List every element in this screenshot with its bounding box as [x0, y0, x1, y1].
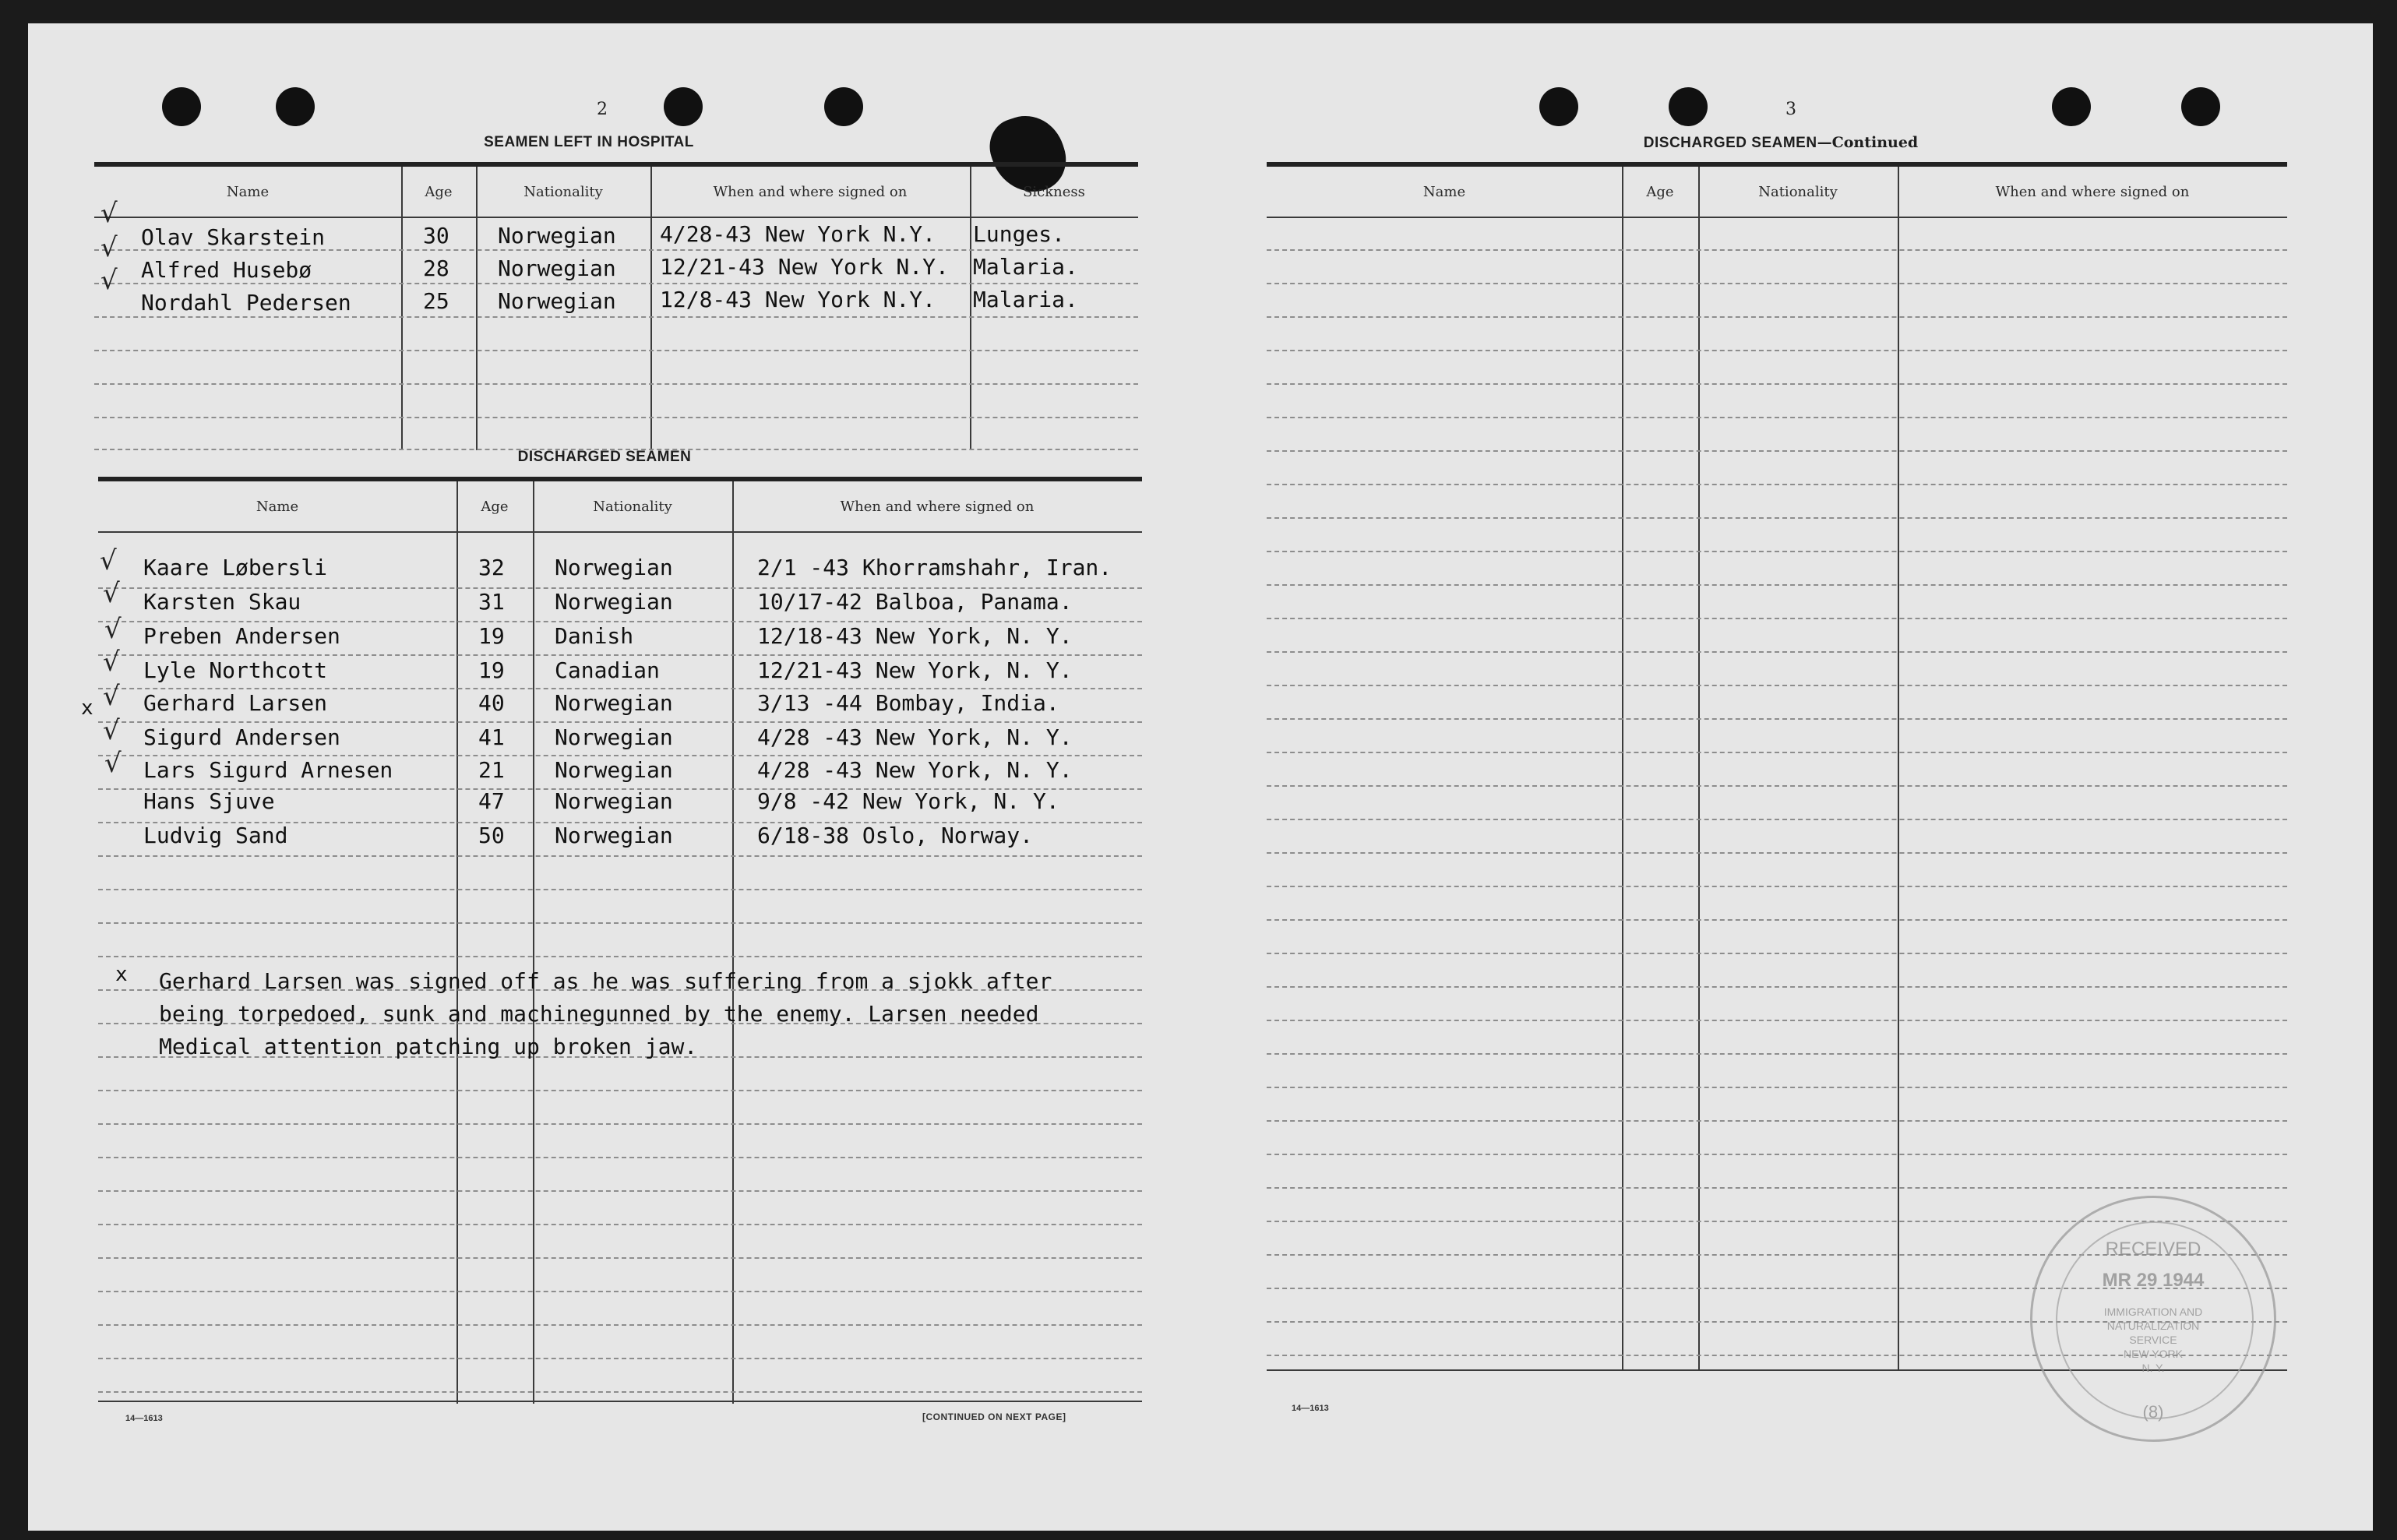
ruled-line: [1267, 1020, 2287, 1021]
ruled-line: [98, 721, 1142, 723]
hospital-heading: SEAMEN LEFT IN HOSPITAL: [484, 134, 694, 150]
ruled-line: [1267, 283, 2287, 284]
ruled-line: [98, 1291, 1142, 1292]
column-header: When and where signed on: [840, 498, 1035, 515]
ruled-line: [1267, 785, 2287, 787]
ruled-line: [98, 1123, 1142, 1125]
seaman-nationality: Norwegian: [555, 788, 673, 814]
stamp-text: RECEIVED: [2105, 1239, 2201, 1260]
seaman-nationality: Norwegian: [498, 288, 616, 314]
discharged-table-header: [98, 481, 1142, 531]
manifest-sheet: [28, 23, 2373, 1531]
seaman-nationality: Norwegian: [555, 823, 673, 848]
seaman-name: Alfred Husebø: [141, 257, 312, 283]
ruled-line: [1267, 651, 2287, 653]
note-line: Gerhard Larsen was signed off as he was suffering from a sjokk after: [159, 968, 1052, 994]
seaman-age: 28: [423, 255, 449, 281]
check-mark: √: [103, 647, 120, 678]
ruled-line: [1267, 819, 2287, 820]
continued-table-header: [1267, 167, 2287, 217]
column-header: Name: [226, 183, 270, 200]
seaman-nationality: Norwegian: [555, 589, 673, 615]
continued-note: [CONTINUED ON NEXT PAGE]: [922, 1411, 1066, 1422]
ruled-line: [1267, 517, 2287, 519]
ruled-line: [1267, 350, 2287, 351]
seaman-name: Preben Andersen: [143, 623, 340, 649]
column-header: Nationality: [593, 498, 672, 515]
seaman-nationality: Norwegian: [555, 555, 673, 580]
signed-on: 2/1 -43 Khorramshahr, Iran.: [757, 555, 1112, 580]
stamp-text: IMMIGRATION AND: [2103, 1306, 2203, 1318]
stamp-text: (8): [2142, 1402, 2164, 1422]
check-mark: √: [100, 545, 117, 576]
ruled-line: [98, 1324, 1142, 1326]
ruled-line: [98, 1190, 1142, 1192]
signed-on: 4/28 -43 New York, N. Y.: [757, 724, 1073, 750]
ruled-line: [1267, 886, 2287, 887]
seaman-nationality: Norwegian: [555, 690, 673, 716]
ruled-line: [98, 688, 1142, 689]
stamp-text: MR 29 1944: [2102, 1270, 2205, 1291]
seaman-name: Ludvig Sand: [143, 823, 288, 848]
seaman-age: 47: [478, 788, 505, 814]
ruled-line: [98, 621, 1142, 622]
ruled-line: [1267, 718, 2287, 720]
column-header: Name: [1422, 183, 1466, 200]
seaman-age: 40: [478, 690, 505, 716]
ruled-line: [1267, 1053, 2287, 1055]
binder-hole: [1669, 87, 1708, 126]
continued-heading: [1570, 134, 1991, 152]
seaman-name: Hans Sjuve: [143, 788, 275, 814]
ruled-line: [1267, 316, 2287, 318]
ruled-line: [1267, 1120, 2287, 1122]
note-line: Medical attention patching up broken jaw.: [159, 1034, 698, 1059]
ruled-line: [1267, 1154, 2287, 1155]
check-mark: √: [100, 198, 118, 229]
seaman-nationality: Danish: [555, 623, 634, 649]
ruled-line: [1267, 852, 2287, 854]
check-mark: √: [104, 614, 122, 645]
column-header: Age: [481, 498, 509, 515]
check-mark: √: [103, 578, 120, 609]
signed-on: 12/21-43 New York, N. Y.: [757, 657, 1073, 683]
seaman-age: 32: [478, 555, 505, 580]
column-header: Age: [425, 183, 453, 200]
hospital-table-header: [94, 167, 1138, 217]
ruled-line: [1267, 986, 2287, 988]
check-mark: √: [103, 715, 120, 746]
ruled-line: [98, 1358, 1142, 1359]
signed-on: 4/28 -43 New York, N. Y.: [757, 757, 1073, 783]
column-header: Nationality: [523, 183, 603, 200]
seaman-name: Gerhard Larsen: [143, 690, 328, 716]
ruled-line: [98, 1257, 1142, 1259]
note-x-mark: x: [115, 963, 128, 986]
ruled-line: [1267, 383, 2287, 385]
ruled-line: [98, 889, 1142, 890]
seaman-nationality: Norwegian: [498, 255, 616, 281]
form-number: 14—1613: [1292, 1404, 1329, 1413]
column-header: Sickness: [1023, 183, 1085, 200]
page-number: 3: [1785, 100, 1796, 119]
column-header: Age: [1646, 183, 1674, 200]
seaman-age: 41: [478, 724, 505, 750]
sickness: Malaria.: [973, 254, 1078, 280]
signed-on: 3/13 -44 Bombay, India.: [757, 690, 1059, 716]
ruled-line: [98, 855, 1142, 857]
seaman-age: 19: [478, 657, 505, 683]
continued-heading-suffix: —Continued: [1817, 134, 1919, 151]
sickness: Lunges.: [973, 221, 1066, 247]
ruled-line: [1267, 484, 2287, 485]
ruled-line: [1267, 919, 2287, 921]
check-mark: √: [103, 681, 120, 712]
continued-heading-title: DISCHARGED SEAMEN: [1643, 135, 1817, 151]
ruled-line: [1267, 1187, 2287, 1189]
seaman-age: 31: [478, 589, 505, 615]
ruled-line: [1267, 450, 2287, 452]
ruled-line: [98, 1090, 1142, 1091]
ruled-line: [98, 1224, 1142, 1225]
ruled-line: [98, 654, 1142, 656]
page-number: 2: [597, 100, 608, 119]
signed-on: 12/21-43 New York N.Y.: [660, 254, 949, 280]
check-mark: √: [100, 265, 118, 296]
binder-hole: [2052, 87, 2091, 126]
binder-hole: [276, 87, 315, 126]
signed-on: 12/8-43 New York N.Y.: [660, 287, 936, 312]
signed-on: 10/17-42 Balboa, Panama.: [757, 589, 1073, 615]
signed-on: 6/18-38 Oslo, Norway.: [757, 823, 1034, 848]
seaman-name: Sigurd Andersen: [143, 724, 340, 750]
discharged-heading: DISCHARGED SEAMEN: [517, 449, 692, 465]
stamp-text: NATURALIZATION: [2106, 1320, 2200, 1332]
column-header: When and where signed on: [1995, 183, 2190, 200]
ruled-line: [1267, 551, 2287, 552]
form-number: 14—1613: [125, 1414, 163, 1423]
hospital-table: [94, 162, 1138, 450]
ruled-line: [1267, 417, 2287, 418]
binder-hole: [664, 87, 703, 126]
check-mark: √: [100, 232, 118, 263]
column-header: Name: [256, 498, 299, 515]
seaman-age: 21: [478, 757, 505, 783]
ruled-line: [98, 1391, 1142, 1393]
binder-hole: [2181, 87, 2220, 126]
seaman-name: Nordahl Pedersen: [141, 290, 351, 315]
seaman-age: 25: [423, 288, 449, 314]
ruled-line: [1267, 752, 2287, 753]
seaman-name: Olav Skarstein: [141, 224, 326, 250]
ruled-line: [1267, 249, 2287, 251]
seaman-nationality: Norwegian: [555, 757, 673, 783]
ruled-line: [1267, 685, 2287, 686]
seaman-age: 50: [478, 823, 505, 848]
x-mark: x: [81, 696, 93, 720]
signed-on: 4/28-43 New York N.Y.: [660, 221, 936, 247]
ruled-line: [1267, 618, 2287, 619]
seaman-nationality: Norwegian: [555, 724, 673, 750]
check-mark: √: [104, 748, 122, 779]
stamp-text: NEW YORK: [2124, 1348, 2183, 1360]
discharged-table: [81, 477, 1142, 1404]
seaman-name: Lars Sigurd Arnesen: [143, 757, 393, 783]
table-bottom-line: [98, 1401, 1142, 1402]
ruled-line: [1267, 584, 2287, 586]
signed-on: 12/18-43 New York, N. Y.: [757, 623, 1073, 649]
seaman-name: Kaare Løbersli: [143, 555, 328, 580]
column-header: Nationality: [1758, 183, 1838, 200]
note-line: being torpedoed, sunk and machinegunned by the enemy. Larsen needed: [159, 1001, 1039, 1027]
sickness: Malaria.: [973, 287, 1078, 312]
ruled-line: [1267, 953, 2287, 954]
binder-hole: [162, 87, 201, 126]
seaman-name: Karsten Skau: [143, 589, 301, 615]
ruled-line: [1267, 1087, 2287, 1088]
ruled-line: [98, 922, 1142, 924]
ruled-line: [98, 755, 1142, 756]
binder-hole: [824, 87, 863, 126]
binder-hole: [1539, 87, 1578, 126]
seaman-age: 30: [423, 223, 449, 248]
seaman-name: Lyle Northcott: [143, 657, 328, 683]
stamp-text: N. Y.: [2141, 1362, 2165, 1374]
seaman-age: 19: [478, 623, 505, 649]
seaman-nationality: Canadian: [555, 657, 660, 683]
received-stamp: [2030, 1196, 2276, 1442]
stamp-text: SERVICE: [2129, 1334, 2177, 1346]
column-header: When and where signed on: [713, 183, 908, 200]
ruled-line: [98, 1157, 1142, 1158]
seaman-nationality: Norwegian: [498, 223, 616, 248]
ruled-line: [98, 956, 1142, 957]
signed-on: 9/8 -42 New York, N. Y.: [757, 788, 1059, 814]
